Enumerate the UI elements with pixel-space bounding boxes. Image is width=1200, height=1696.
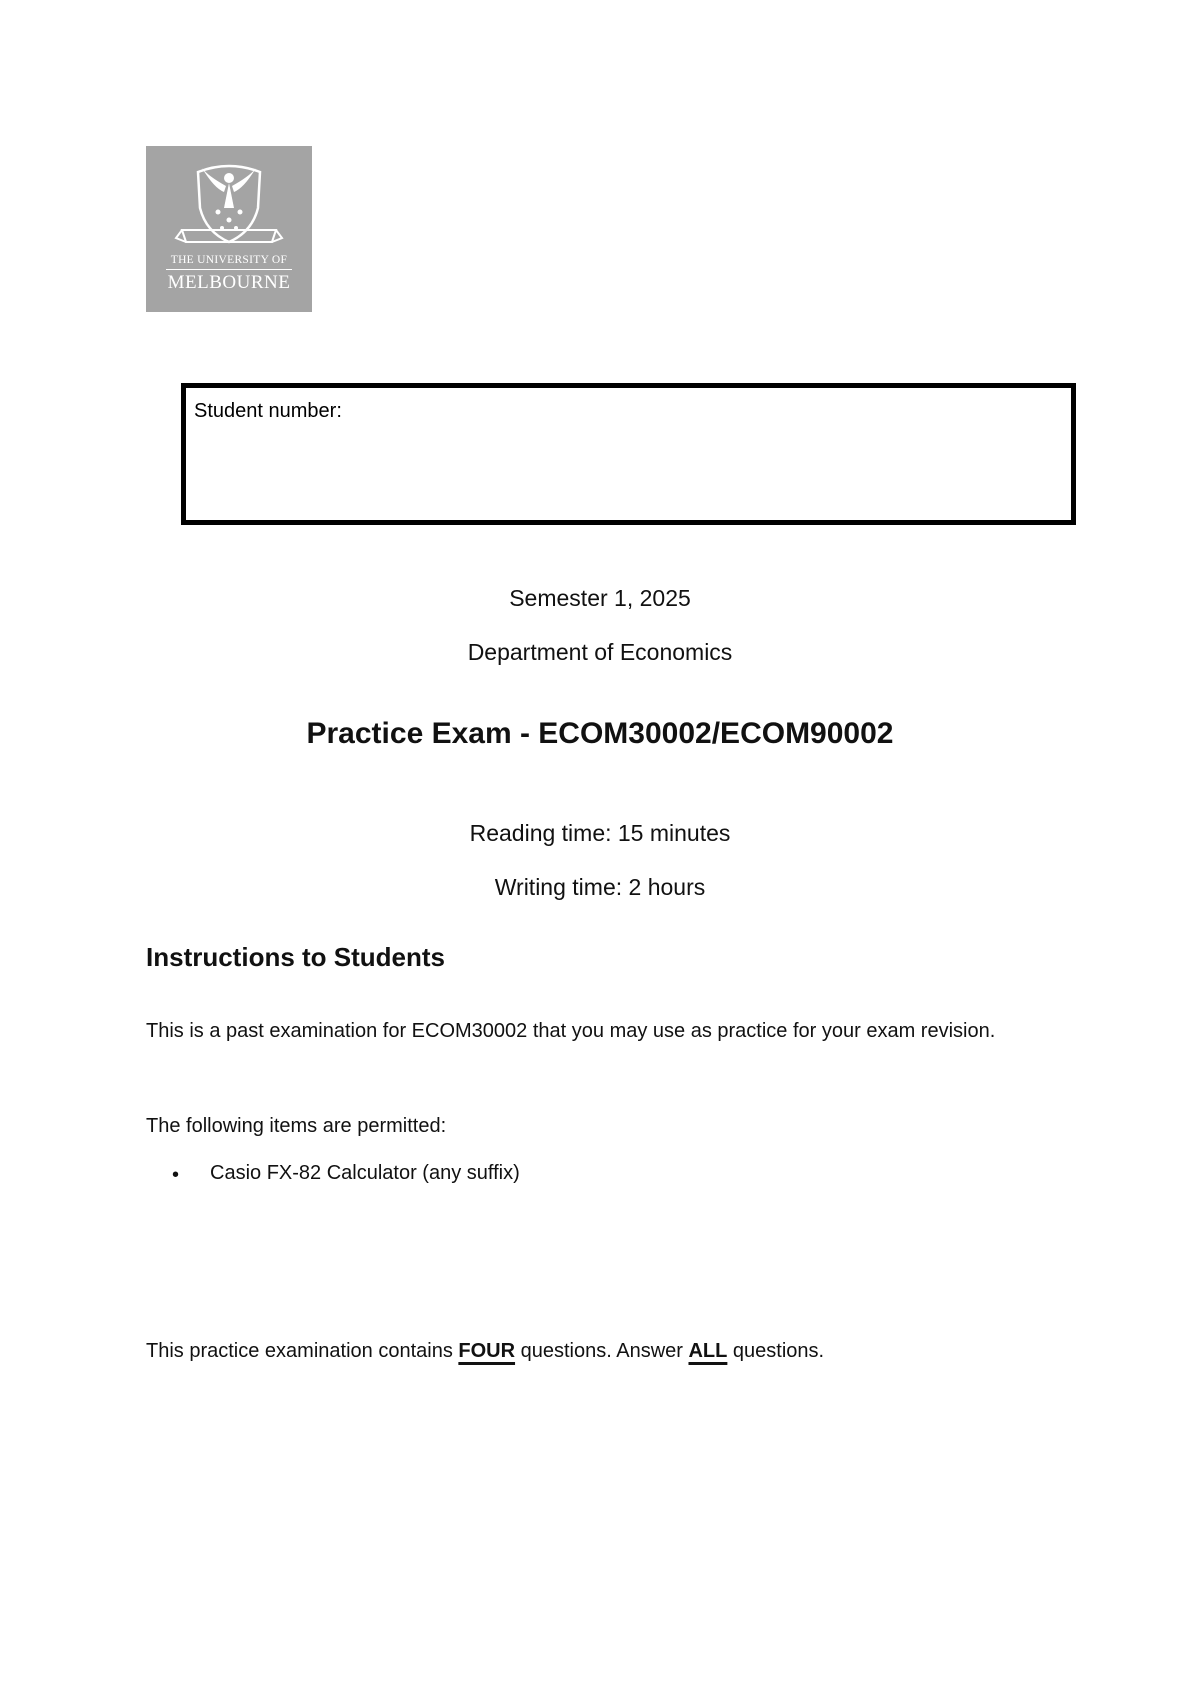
exam-title: Practice Exam - ECOM30002/ECOM90002 — [306, 717, 894, 750]
answer-scope: ALL — [688, 1340, 728, 1362]
student-number-label: Student number: — [194, 400, 342, 422]
writing-time: Writing time: 2 hours — [494, 874, 706, 900]
university-logo — [146, 146, 312, 312]
question-count-statement — [146, 1335, 824, 1367]
question-count: FOUR — [458, 1340, 516, 1362]
student-number-box[interactable] — [181, 383, 1076, 525]
statement-text-1: This practice examination contains — [146, 1340, 459, 1362]
reading-time: Reading time: 15 minutes — [469, 820, 731, 846]
logo-text-line2: MELBOURNE — [167, 272, 291, 293]
permitted-intro: The following items are permitted: — [146, 1115, 447, 1137]
logo-text-line1: THE UNIVERSITY OF — [170, 254, 288, 266]
department-line: Department of Economics — [467, 639, 733, 665]
bullet-icon: • — [172, 1164, 180, 1186]
statement-text-3: questions. — [727, 1340, 825, 1362]
logo-divider — [166, 269, 292, 270]
semester-line: Semester 1, 2025 — [509, 585, 691, 611]
instructions-heading: Instructions to Students — [146, 942, 445, 972]
statement-text-2: questions. Answer — [515, 1340, 689, 1362]
instructions-intro: This is a past examination for ECOM30002 that you may use as practice for your exam revision. — [146, 1020, 996, 1042]
permitted-item: Casio FX-82 Calculator (any suffix) — [210, 1162, 520, 1184]
